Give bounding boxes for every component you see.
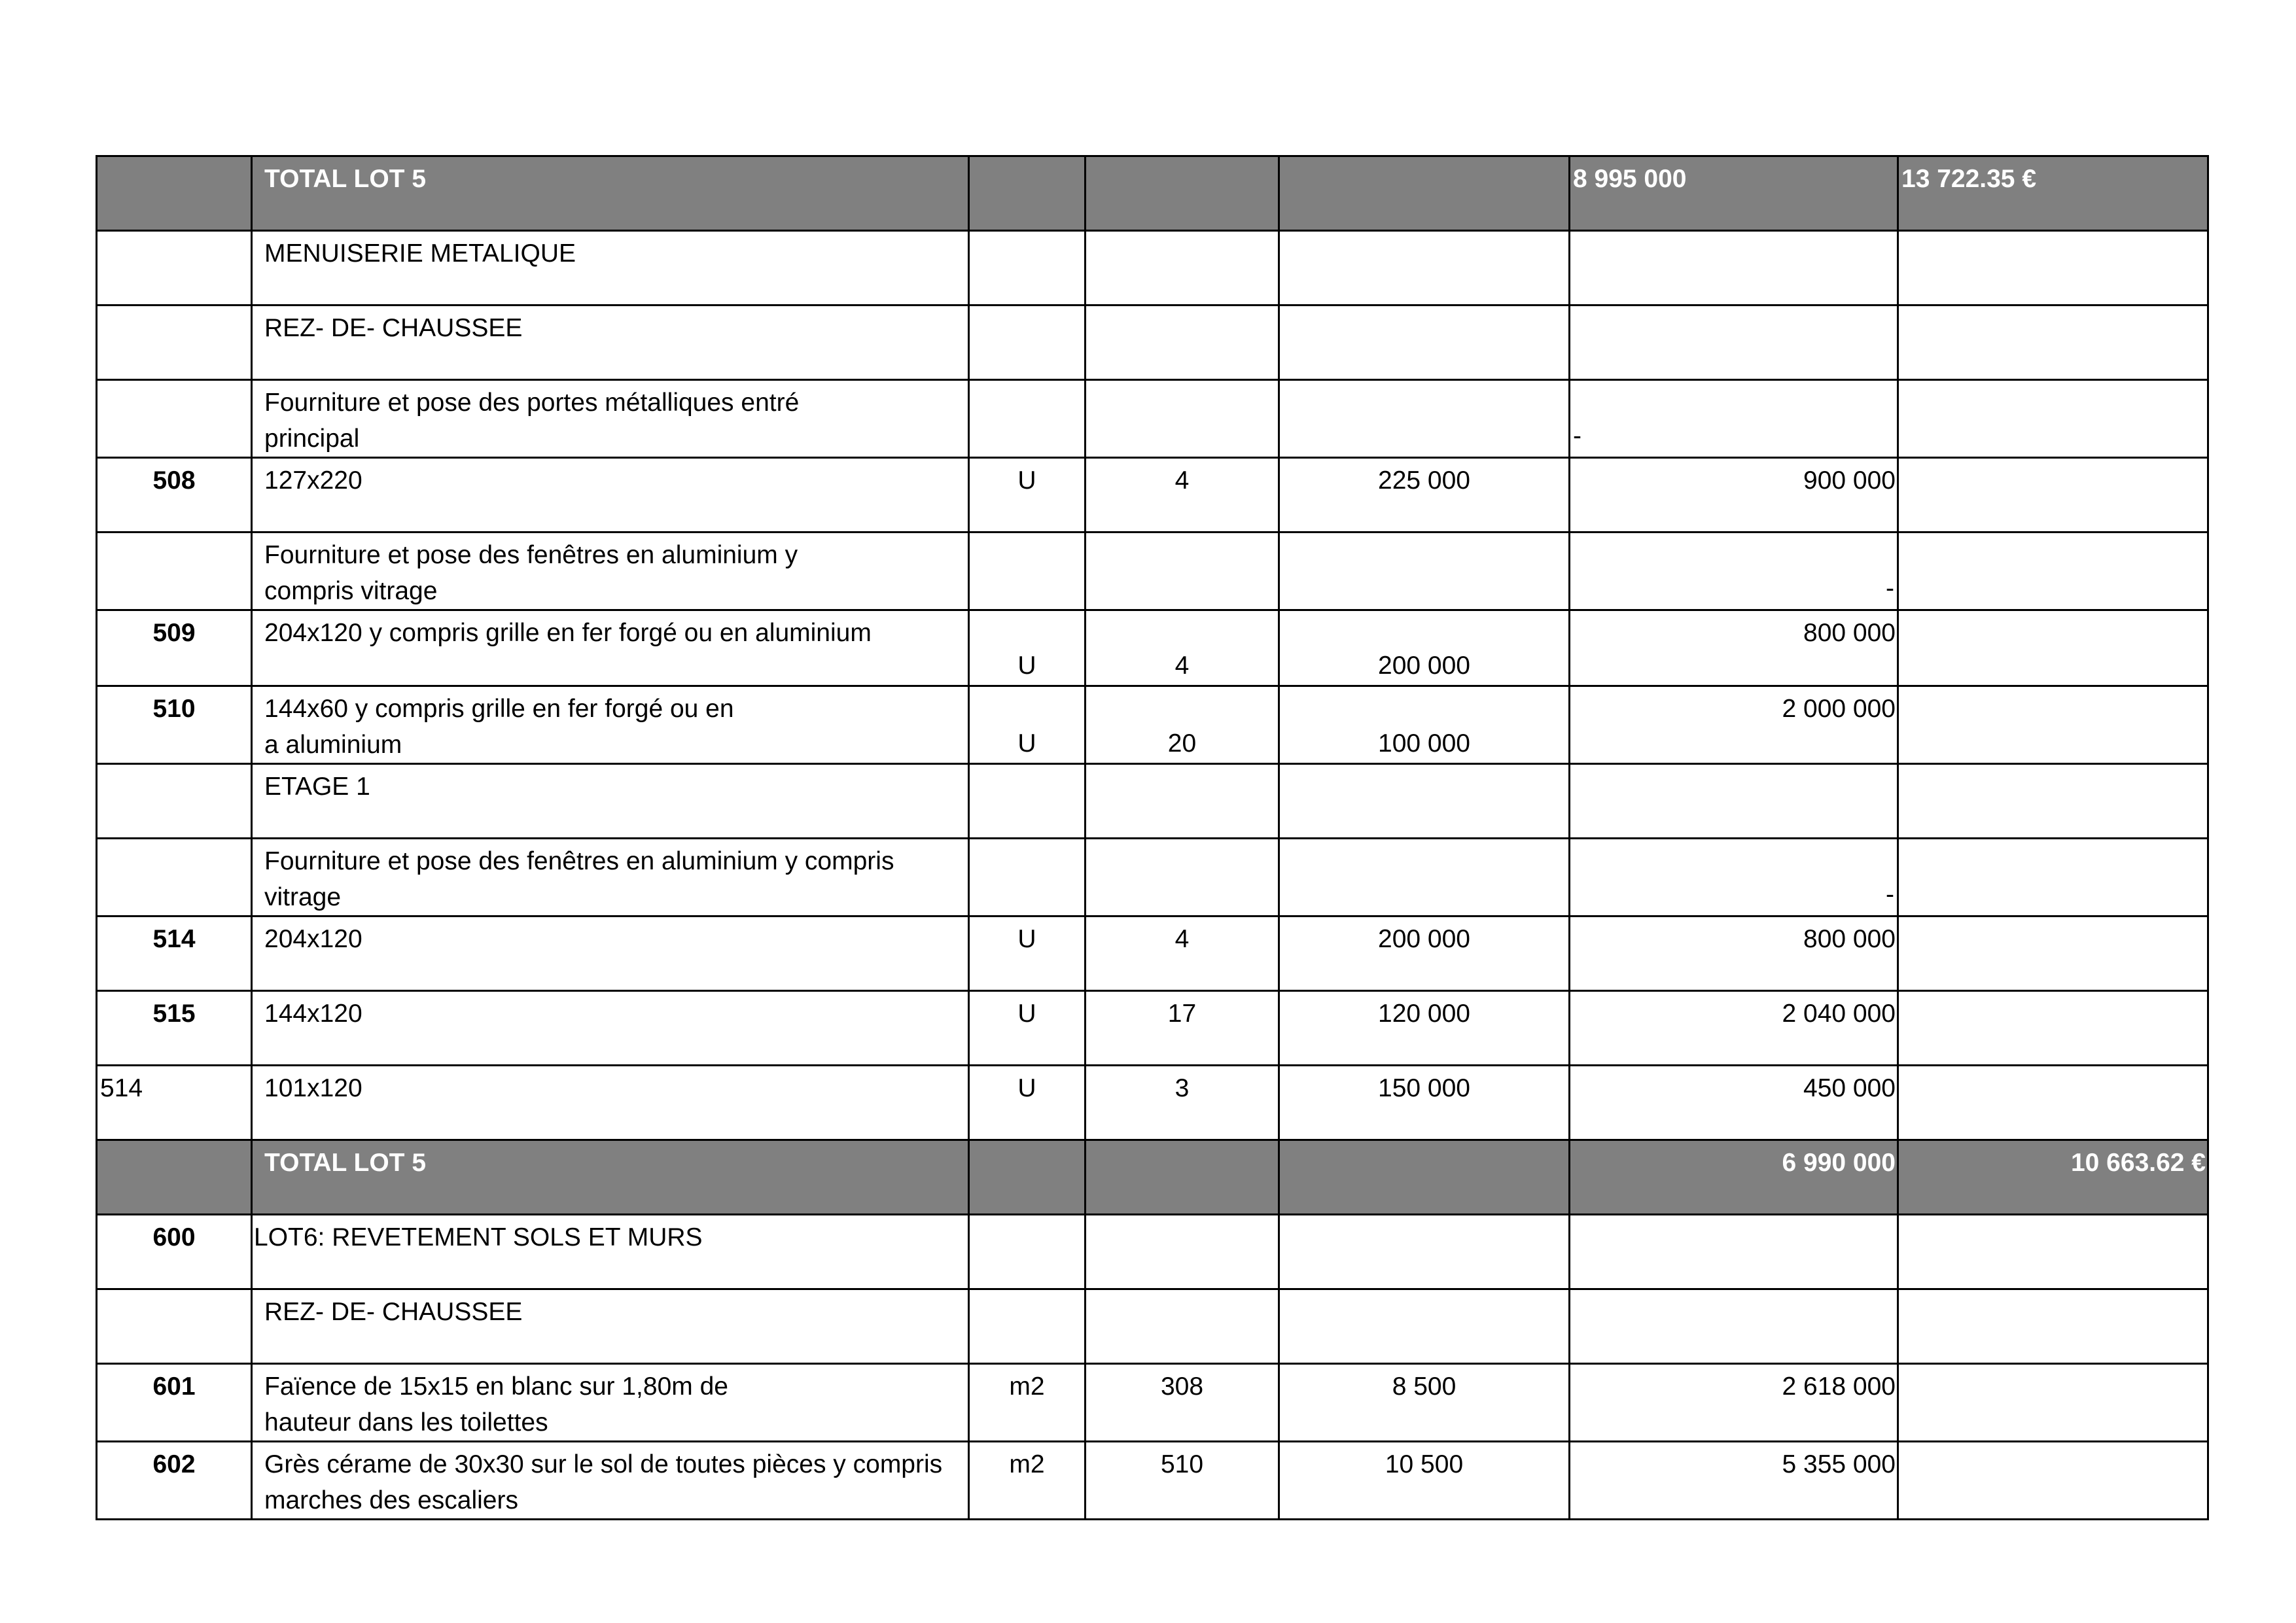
item-amount: - xyxy=(1570,532,1898,610)
item-unit-price: 225 000 xyxy=(1279,458,1570,532)
item-unit: U xyxy=(969,991,1086,1066)
item-description: Fourniture et pose des fenêtres en aluminium y compris vitrage xyxy=(252,532,969,610)
item-code: 508 xyxy=(97,458,252,532)
item-amount-euro xyxy=(1898,686,2208,764)
item-unit-price xyxy=(1279,1289,1570,1364)
item-code: 514 xyxy=(97,916,252,991)
item-amount: 2 618 000 xyxy=(1570,1364,1898,1442)
item-code: 601 xyxy=(97,1364,252,1442)
item-quantity: 20 xyxy=(1086,686,1279,764)
item-unit-price: 120 000 xyxy=(1279,991,1570,1066)
item-amount-euro xyxy=(1898,1364,2208,1442)
item-unit xyxy=(969,305,1086,380)
item-amount: 6 990 000 xyxy=(1570,1140,1898,1215)
item-unit-price: 10 500 xyxy=(1279,1442,1570,1520)
item-unit-price xyxy=(1279,156,1570,231)
item-amount: 8 995 000 xyxy=(1570,156,1898,231)
section-heading: ETAGE 1 xyxy=(252,764,969,839)
item-unit xyxy=(969,764,1086,839)
item-amount: 900 000 xyxy=(1570,458,1898,532)
item-amount-euro xyxy=(1898,1215,2208,1289)
item-amount-euro xyxy=(1898,1289,2208,1364)
item-unit: U xyxy=(969,916,1086,991)
item-unit xyxy=(969,1140,1086,1215)
item-amount: 800 000 xyxy=(1570,916,1898,991)
item-quantity xyxy=(1086,1215,1279,1289)
item-unit-price xyxy=(1279,231,1570,305)
item-amount: 450 000 xyxy=(1570,1066,1898,1140)
item-code: 514 xyxy=(97,1066,252,1140)
item-amount-euro xyxy=(1898,1442,2208,1520)
item-quantity xyxy=(1086,839,1279,916)
section-heading: LOT6: REVETEMENT SOLS ET MURS xyxy=(252,1215,969,1289)
item-quantity: 3 xyxy=(1086,1066,1279,1140)
item-code xyxy=(97,305,252,380)
item-amount-euro xyxy=(1898,380,2208,458)
item-unit-price xyxy=(1279,380,1570,458)
item-quantity xyxy=(1086,1140,1279,1215)
section-heading: MENUISERIE METALIQUE xyxy=(252,231,969,305)
item-unit xyxy=(969,1215,1086,1289)
item-code: 510 xyxy=(97,686,252,764)
item-unit xyxy=(969,231,1086,305)
item-unit-price: 100 000 xyxy=(1279,686,1570,764)
table-row xyxy=(97,916,2208,991)
item-quantity xyxy=(1086,380,1279,458)
item-unit-price xyxy=(1279,532,1570,610)
table-row xyxy=(97,610,2208,686)
item-quantity xyxy=(1086,532,1279,610)
item-unit xyxy=(969,380,1086,458)
item-code: 509 xyxy=(97,610,252,686)
item-unit: m2 xyxy=(969,1364,1086,1442)
item-amount xyxy=(1570,231,1898,305)
item-quantity xyxy=(1086,231,1279,305)
table-row xyxy=(97,1215,2208,1289)
table-row xyxy=(97,764,2208,839)
item-description: Fourniture et pose des portes métalliques entré principal xyxy=(252,380,969,458)
item-code: 602 xyxy=(97,1442,252,1520)
item-unit: U xyxy=(969,458,1086,532)
table-row xyxy=(97,380,2208,458)
item-description: 204x120 xyxy=(252,916,969,991)
table-row xyxy=(97,839,2208,916)
item-code xyxy=(97,839,252,916)
item-description: 144x120 xyxy=(252,991,969,1066)
item-unit: U xyxy=(969,686,1086,764)
item-description: 127x220 xyxy=(252,458,969,532)
quote-table xyxy=(96,155,2209,1520)
table-row-total-lot5 xyxy=(97,1140,2208,1215)
item-description: TOTAL LOT 5 xyxy=(252,1140,969,1215)
table-row xyxy=(97,991,2208,1066)
item-unit: m2 xyxy=(969,1442,1086,1520)
item-unit: U xyxy=(969,610,1086,686)
item-amount-euro xyxy=(1898,610,2208,686)
table-row xyxy=(97,1442,2208,1520)
item-description: 144x60 y compris grille en fer forgé ou en a aluminium xyxy=(252,686,969,764)
table-row xyxy=(97,231,2208,305)
item-code xyxy=(97,380,252,458)
item-code xyxy=(97,1140,252,1215)
item-amount: 5 355 000 xyxy=(1570,1442,1898,1520)
item-amount-euro xyxy=(1898,1066,2208,1140)
item-amount: - xyxy=(1570,839,1898,916)
item-amount xyxy=(1570,1289,1898,1364)
item-unit-price xyxy=(1279,305,1570,380)
item-description: 204x120 y compris grille en fer forgé ou en aluminium xyxy=(252,610,969,686)
item-amount: 800 000 xyxy=(1570,610,1898,686)
item-unit-price: 200 000 xyxy=(1279,916,1570,991)
item-unit-price: 8 500 xyxy=(1279,1364,1570,1442)
item-quantity xyxy=(1086,156,1279,231)
item-amount-euro: 13 722.35 € xyxy=(1898,156,2208,231)
table-row xyxy=(97,458,2208,532)
item-unit-price xyxy=(1279,839,1570,916)
item-amount: 2 040 000 xyxy=(1570,991,1898,1066)
item-unit-price xyxy=(1279,1215,1570,1289)
item-amount xyxy=(1570,764,1898,839)
item-quantity: 17 xyxy=(1086,991,1279,1066)
table-row xyxy=(97,1289,2208,1364)
table-row xyxy=(97,532,2208,610)
item-quantity: 4 xyxy=(1086,916,1279,991)
item-description: 101x120 xyxy=(252,1066,969,1140)
item-code xyxy=(97,156,252,231)
item-amount xyxy=(1570,305,1898,380)
item-amount: 2 000 000 xyxy=(1570,686,1898,764)
item-unit xyxy=(969,156,1086,231)
item-unit-price: 200 000 xyxy=(1279,610,1570,686)
section-heading: REZ- DE- CHAUSSEE xyxy=(252,1289,969,1364)
item-unit-price: 150 000 xyxy=(1279,1066,1570,1140)
item-quantity: 4 xyxy=(1086,458,1279,532)
item-code: 515 xyxy=(97,991,252,1066)
item-amount: - xyxy=(1570,380,1898,458)
item-amount-euro xyxy=(1898,532,2208,610)
item-description: Grès cérame de 30x30 sur le sol de toutes pièces y compris marches des escaliers xyxy=(252,1442,969,1520)
item-unit xyxy=(969,839,1086,916)
item-code xyxy=(97,1289,252,1364)
item-code xyxy=(97,764,252,839)
item-unit xyxy=(969,1289,1086,1364)
item-unit-price xyxy=(1279,1140,1570,1215)
item-amount-euro xyxy=(1898,231,2208,305)
item-code: 600 xyxy=(97,1215,252,1289)
item-quantity xyxy=(1086,305,1279,380)
table-row-total-lot5 xyxy=(97,156,2208,231)
item-amount-euro xyxy=(1898,916,2208,991)
item-quantity xyxy=(1086,1289,1279,1364)
item-amount-euro xyxy=(1898,305,2208,380)
item-amount-euro xyxy=(1898,458,2208,532)
item-amount-euro xyxy=(1898,991,2208,1066)
item-description: Faïence de 15x15 en blanc sur 1,80m de hauteur dans les toilettes xyxy=(252,1364,969,1442)
item-unit: U xyxy=(969,1066,1086,1140)
table-row xyxy=(97,1364,2208,1442)
item-code xyxy=(97,532,252,610)
item-amount xyxy=(1570,1215,1898,1289)
item-amount-euro xyxy=(1898,764,2208,839)
item-unit xyxy=(969,532,1086,610)
section-heading: REZ- DE- CHAUSSEE xyxy=(252,305,969,380)
table-row xyxy=(97,1066,2208,1140)
item-amount-euro: 10 663.62 € xyxy=(1898,1140,2208,1215)
item-quantity xyxy=(1086,764,1279,839)
table-row xyxy=(97,686,2208,764)
item-quantity: 308 xyxy=(1086,1364,1279,1442)
item-quantity: 510 xyxy=(1086,1442,1279,1520)
table-row xyxy=(97,305,2208,380)
item-amount-euro xyxy=(1898,839,2208,916)
item-unit-price xyxy=(1279,764,1570,839)
item-quantity: 4 xyxy=(1086,610,1279,686)
item-description: Fourniture et pose des fenêtres en aluminium y compris vitrage xyxy=(252,839,969,916)
item-description: TOTAL LOT 5 xyxy=(252,156,969,231)
item-code xyxy=(97,231,252,305)
